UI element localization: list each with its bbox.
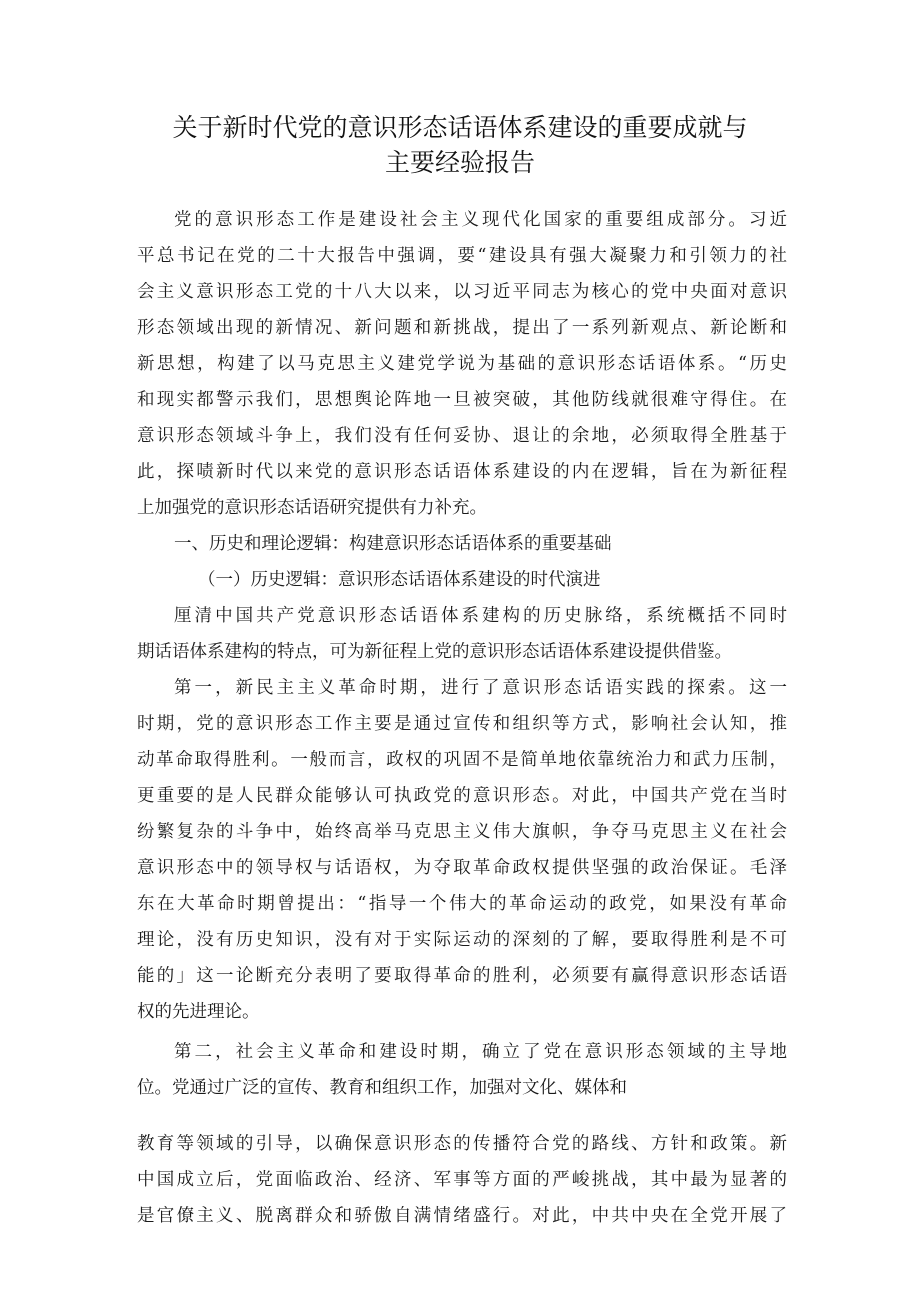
body-line: 上加强党的意识形态话语研究提供有力补充。	[137, 498, 487, 518]
body-line: 东在大革命时期曾提出：“指导一个伟大的革命运动的政党，如果没有革命	[137, 894, 787, 914]
body-line: 新思想，构建了以马克思主义建党学说为基础的意识形态话语体系。“历史	[137, 354, 787, 374]
section-heading: 一、历史和理论逻辑：构建意识形态话语体系的重要基础	[174, 534, 612, 554]
document-title-line-2: 主要经验报告	[384, 148, 535, 177]
body-line: 期话语体系建构的特点，可为新征程上党的意识形态话语体系建设提供借鉴。	[137, 642, 732, 662]
body-line: 是官僚主义、脱离群众和骄傲自满情绪盛行。对此，中共中央在全党开展了	[137, 1206, 787, 1226]
body-line: 教育等领域的引导，以确保意识形态的传播符合党的路线、方针和政策。新	[137, 1134, 787, 1154]
body-line: 动革命取得胜利。一般而言，政权的巩固不是简单地依靠统治力和武力压制，	[137, 750, 787, 770]
subsection-heading: （一）历史逻辑：意识形态话语体系建设的时代演进	[198, 570, 601, 590]
body-line: 形态领域出现的新情况、新问题和新挑战，提出了一系列新观点、新论断和	[137, 318, 787, 338]
body-line: 会主义意识形态工党的十八大以来，以习近平同志为核心的党中央面对意识	[137, 282, 787, 302]
body-line: 第二，社会主义革命和建设时期，确立了党在意识形态领域的主导地	[174, 1042, 787, 1062]
body-line: 厘清中国共产党意识形态话语体系建构的历史脉络，系统概括不同时	[174, 606, 787, 626]
body-line: 党的意识形态工作是建设社会主义现代化国家的重要组成部分。习近	[174, 210, 787, 230]
document-title-line-1: 关于新时代党的意识形态话语体系建设的重要成就与	[172, 113, 748, 142]
body-line: 纷繁复杂的斗争中，始终高举马克思主义伟大旗帜，争夺马克思主义在社会	[137, 822, 787, 842]
body-line: 此，探啧新时代以来党的意识形态话语体系建设的内在逻辑，旨在为新征程	[137, 462, 787, 482]
body-line: 平总书记在党的二十大报告中强调，要“建设具有强大凝聚力和引领力的社	[137, 246, 787, 266]
body-line: 位。党通过广泛的宣传、教育和组织工作，加强对文化、媒体和	[137, 1078, 627, 1098]
body-line: 意识形态中的领导权与话语权，为夺取革命政权提供坚强的政治保证。毛泽	[137, 858, 787, 878]
body-line: 更重要的是人民群众能够认可执政党的意识形态。对此，中国共产党在当时	[137, 786, 787, 806]
body-line: 中国成立后，党面临政治、经济、军事等方面的严峻挑战，其中最为显著的	[137, 1170, 787, 1190]
body-line: 权的先进理论。	[137, 1002, 260, 1022]
body-line: 和现实都警示我们，思想舆论阵地一旦被突破，其他防线就很难守得住。在	[137, 390, 787, 410]
body-line: 理论，没有历史知识，没有对于实际运动的深刻的了解，要取得胜利是不可	[137, 930, 787, 950]
body-line: 时期，党的意识形态工作主要是通过宣传和组织等方式，影响社会认知，推	[137, 714, 787, 734]
body-line: 意识形态领域斗争上，我们没有任何妥协、退让的余地，必须取得全胜基于	[137, 426, 787, 446]
body-line: 能的」这一论断充分表明了要取得革命的胜利，必须要有赢得意识形态话语	[137, 966, 787, 986]
body-line: 第一，新民主主义革命时期，进行了意识形态话语实践的探索。这一	[174, 678, 787, 698]
